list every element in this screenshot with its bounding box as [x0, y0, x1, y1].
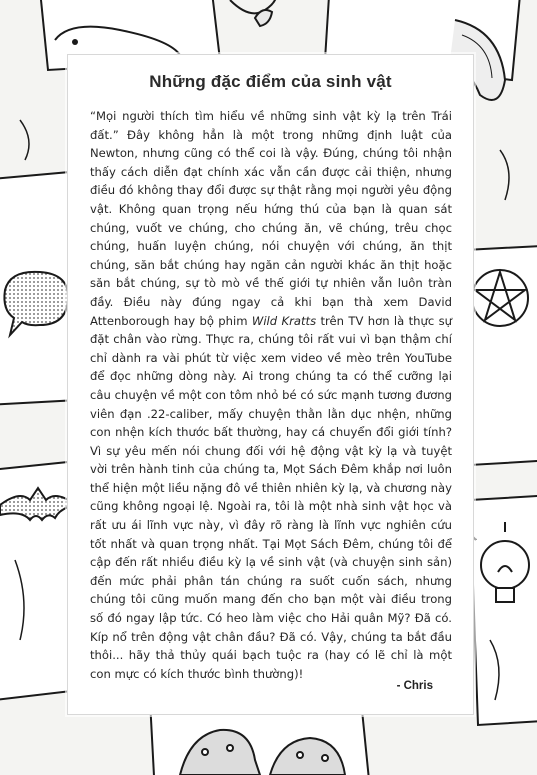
article-card	[67, 54, 474, 715]
body-text-part-1: “Mọi người thích tìm hiểu về những sinh vật kỳ lạ trên Trái đất.” Đây không hẳn là một trong những định luật của Newton, nhưng cũng có thể coi là vậy. Đúng, chúng tôi nhận thấy cách diễn đạt chính xác vẫn cần được cải thiện, nhưng điều đó không thay đổi được sự thật rằng mọi người yêu động vật. Không quan trọng nếu hứng thú của bạn là quan sát chúng, vuốt ve chúng, cho chúng ăn, vẽ chúng, trêu chọc chúng, huấn luyện chúng, nói chuyện với chúng, ăn thịt chúng, săn bắt chúng hay ngăn cản người khác ăn thịt hoặc săn bắt chúng, sự tò mò về thế giới tự nhiên vẫn luôn tràn đầy. Điều này đúng ngay cả khi bạn thà xem David Attenborough hay bộ phim	[90, 109, 452, 328]
article-body	[90, 107, 452, 683]
snake-head-doodle	[230, 0, 276, 26]
pentagram-doodle	[472, 270, 528, 326]
article-title: Những đặc điểm của sinh vật	[149, 72, 392, 91]
body-italic-title: Wild Kratts	[251, 313, 317, 328]
signature: - Chris	[396, 680, 433, 692]
body-text-part-2: trên TV hơn là thực sự đặt chân vào rừng. Thực ra, chúng tôi rất vui vì bạn thậm chí chỉ dành ra vài phút từ việc xem video về mèo trên YouTube để đọc những dòng này. Ai trong chúng ta có thể cưỡng lại câu chuyện về một con tôm nhỏ bé có sức mạnh tương đương viên đạn .22-caliber, mấy chuyện thằn lằn dục nhện, những con nhện kích thước bất thường, hay cá chuyển đổi giới tính? Vì sự yêu mến nói chung đối với hệ động vật kỳ lạ và tuyệt vời trên hành tinh của chúng ta, Mọt Sách Đêm khắp nơi luôn thể hiện một liều nặng đô về thiên nhiên kỳ lạ, và chương này cũng không ngoại lệ. Ngoài ra, tôi là một nhà sinh vật học và rất ưu ái lĩnh vực này, vì đây rõ ràng là lĩnh vực nghiên cứu tốt nhất và quan trọng nhất. Tại Mọt Sách Đêm, chúng tôi để cập đến rất nhiều điều kỳ lạ về sinh vật (và chuyện sinh sản) đến mức phải phân tán chúng ra suốt cuốn sách, nhưng chúng tôi cũng muốn mang đến cho bạn một vài điều trong số đó ngay lập tức. Có heo làm việc cho Hải quân Mỹ? Đã có. Kíp nổ trên động vật chân đầu? Đã có. Vậy, chúng ta bắt đầu thôi... hãy thả thủy quái bạch tuộc ra (hay có lẽ chỉ là một con mực có kích thước bình thường)!	[90, 313, 452, 681]
